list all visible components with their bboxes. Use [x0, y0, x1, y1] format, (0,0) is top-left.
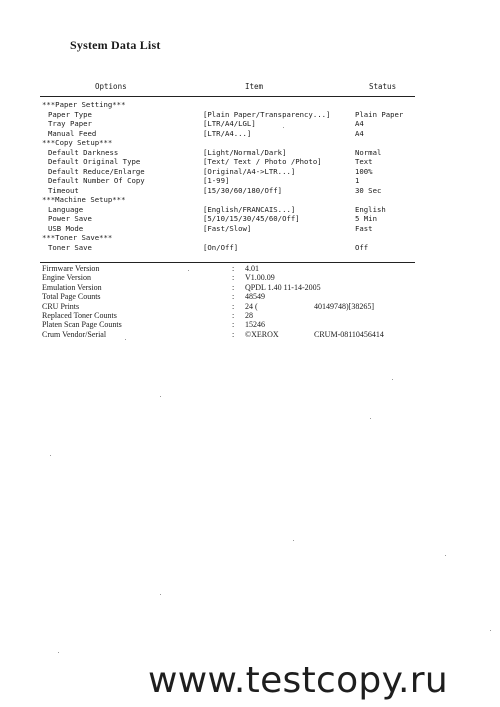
scan-speck — [188, 270, 189, 271]
setting-option: Default Number Of Copy — [48, 176, 145, 185]
scan-speck — [370, 418, 371, 419]
setting-row — [0, 148, 500, 158]
info-colon: : — [232, 329, 235, 339]
setting-option: Default Darkness — [48, 147, 119, 157]
info-colon: : — [232, 273, 235, 283]
setting-item: [LTR/A4...] — [203, 128, 252, 138]
header-options: Options — [95, 82, 127, 91]
setting-item: [Plain Paper/Transparency...] — [203, 109, 331, 119]
info-value: 28 — [245, 311, 253, 320]
info-colon: : — [232, 311, 235, 320]
setting-item: [Original/A4->LTR...] — [203, 166, 296, 176]
report-title: System Data List — [70, 38, 161, 52]
info-label: Platen Scan Page Counts — [42, 320, 122, 330]
setting-option: Manual Feed — [48, 128, 97, 138]
setting-row — [0, 243, 500, 253]
info-label: Emulation Version — [42, 282, 102, 292]
scan-speck — [392, 379, 393, 380]
setting-option: Timeout — [48, 185, 79, 195]
info-extra: 40149748)[38265] — [314, 301, 374, 311]
setting-status: Fast — [355, 223, 373, 233]
setting-row — [0, 186, 500, 196]
setting-item: [15/30/60/180/Off] — [203, 185, 283, 195]
setting-status: Plain Paper — [355, 109, 404, 119]
scan-speck — [160, 396, 161, 397]
setting-option: ***Paper Setting*** — [42, 100, 126, 109]
scan-speck — [50, 455, 51, 456]
setting-row — [0, 214, 500, 224]
setting-row — [0, 224, 500, 234]
info-label: Replaced Toner Counts — [42, 311, 117, 320]
setting-item: [LTR/A4/LGL] — [203, 119, 256, 128]
setting-row — [0, 157, 500, 167]
section-header-row — [0, 100, 500, 110]
setting-row — [0, 167, 500, 177]
header-status: Status — [369, 82, 397, 91]
setting-status: 5 Min — [355, 214, 377, 223]
info-label: Engine Version — [42, 273, 91, 283]
info-colon: : — [232, 282, 235, 292]
info-value: 15246 — [245, 320, 265, 330]
setting-status: Off — [355, 242, 369, 252]
section-header-row — [0, 138, 500, 148]
info-value: ©XEROX — [245, 329, 279, 339]
setting-status: 100% — [355, 166, 373, 176]
info-label: Total Page Counts — [42, 292, 101, 302]
setting-item: [English/FRANCAIS...] — [203, 204, 296, 214]
header-rule — [40, 96, 415, 97]
setting-option: Toner Save — [48, 242, 92, 252]
info-value: 4.01 — [245, 264, 259, 273]
info-label: Crum Vendor/Serial — [42, 329, 107, 339]
setting-option: Language — [48, 204, 84, 214]
setting-option: Default Original Type — [48, 157, 141, 166]
setting-option: ***Machine Setup*** — [42, 195, 126, 204]
setting-status: English — [355, 204, 386, 214]
info-label: Firmware Version — [42, 264, 100, 273]
setting-row — [0, 110, 500, 120]
info-value: 24 ( — [245, 301, 258, 311]
section-header-row — [0, 233, 500, 243]
scan-speck — [293, 540, 294, 541]
scan-speck — [283, 127, 284, 128]
setting-option: Tray Paper — [48, 119, 92, 128]
scan-speck — [160, 594, 161, 595]
setting-status: A4 — [355, 128, 364, 138]
watermark: www.testcopy.ru — [148, 660, 449, 701]
setting-item: [On/Off] — [203, 242, 239, 252]
scan-speck — [58, 652, 59, 653]
setting-option: Paper Type — [48, 109, 92, 119]
scan-speck — [125, 339, 126, 340]
setting-status: Text — [355, 157, 373, 166]
setting-row — [0, 129, 500, 139]
info-value: QPDL 1.40 11-14-2005 — [245, 282, 321, 292]
setting-status: 30 Sec — [355, 185, 382, 195]
section-rule — [40, 262, 415, 263]
setting-status: A4 — [355, 119, 364, 128]
info-row — [0, 330, 500, 340]
setting-option: ***Toner Save*** — [42, 233, 113, 242]
info-extra: CRUM-08110456414 — [314, 329, 384, 339]
setting-row — [0, 205, 500, 215]
setting-option: Power Save — [48, 214, 92, 223]
setting-status: 1 — [355, 176, 360, 185]
setting-status: Normal — [355, 147, 382, 157]
info-colon: : — [232, 292, 235, 302]
info-colon: : — [232, 301, 235, 311]
setting-item: [1-99] — [203, 176, 230, 185]
info-value: V1.00.09 — [245, 273, 275, 283]
scan-speck — [445, 555, 446, 556]
setting-item: [Text/ Text / Photo /Photo] — [203, 157, 322, 166]
setting-option: USB Mode — [48, 223, 84, 233]
info-value: 48549 — [245, 292, 265, 302]
setting-item: [5/10/15/30/45/60/Off] — [203, 214, 300, 223]
header-item: Item — [245, 82, 264, 91]
info-label: CRU Prints — [42, 301, 80, 311]
info-colon: : — [232, 264, 235, 273]
setting-row — [0, 176, 500, 186]
scan-speck — [490, 630, 491, 631]
section-header-row — [0, 195, 500, 205]
setting-row — [0, 119, 500, 129]
info-colon: : — [232, 320, 235, 330]
setting-option: ***Copy Setup*** — [42, 138, 113, 147]
setting-item: [Fast/Slow] — [203, 223, 252, 233]
setting-item: [Light/Normal/Dark] — [203, 147, 287, 157]
setting-option: Default Reduce/Enlarge — [48, 166, 145, 176]
